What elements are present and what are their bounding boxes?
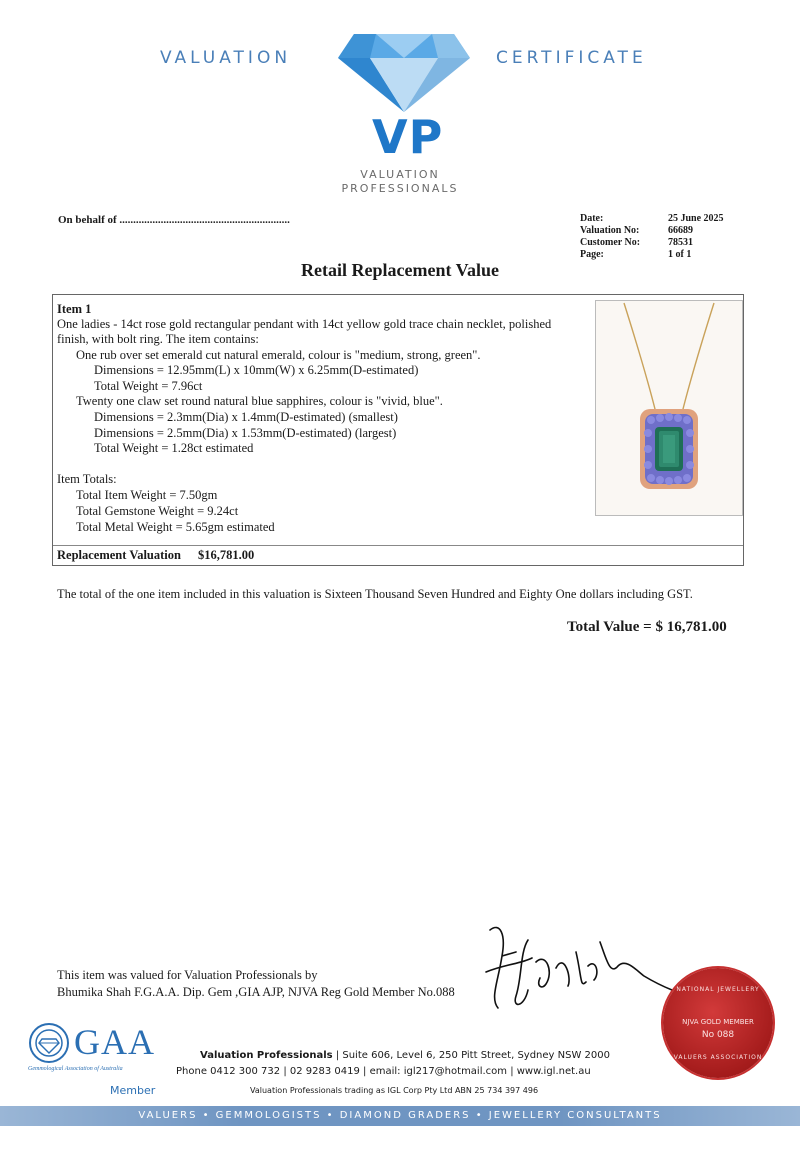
logo-line1: VALUATION bbox=[360, 168, 440, 181]
total-metal-weight: Total Metal Weight = 5.65gm estimated bbox=[76, 520, 275, 534]
total-gemstone-weight: Total Gemstone Weight = 9.24ct bbox=[76, 504, 239, 518]
meta-value: 66689 bbox=[668, 225, 693, 236]
meta-label: Date: bbox=[580, 213, 604, 224]
total-value: Total Value = $ 16,781.00 bbox=[567, 619, 727, 635]
total-item-weight: Total Item Weight = 7.50gm bbox=[76, 488, 218, 502]
stone1-description: One rub over set emerald cut natural emerald, colour is "medium, strong, green". bbox=[76, 348, 481, 362]
diamond-logo-icon bbox=[336, 32, 472, 114]
gaa-globe-icon bbox=[28, 1022, 70, 1064]
stone1-weight: Total Weight = 7.96ct bbox=[94, 379, 203, 393]
item-desc-line2: finish, with bolt ring. The item contains: bbox=[57, 332, 259, 346]
seal-top-text: NATIONAL JEWELLERY bbox=[676, 986, 760, 993]
pendant-image-icon bbox=[596, 301, 742, 515]
stone2-dimensions-smallest: Dimensions = 2.3mm(Dia) x 1.4mm(D-estimated) (smallest) bbox=[94, 410, 398, 424]
signature-icon bbox=[476, 912, 676, 1018]
seal-number: No 088 bbox=[701, 1030, 735, 1040]
seal-bottom-text: VALUERS ASSOCIATION bbox=[673, 1054, 763, 1061]
company-address-rest: | Suite 606, Level 6, 250 Pitt Street, Sydney NSW 2000 bbox=[332, 1050, 610, 1061]
meta-value: 25 June 2025 bbox=[668, 213, 724, 224]
stone2-dimensions-largest: Dimensions = 2.5mm(Dia) x 1.53mm(D-estimated) (largest) bbox=[94, 426, 397, 440]
summary-text: The total of the one item included in this valuation is Sixteen Thousand Seven Hundred and Eighty One dollars including GST. bbox=[57, 587, 693, 601]
pendant-photo bbox=[595, 300, 743, 516]
meta-value: 78531 bbox=[668, 237, 693, 248]
meta-label: Valuation No: bbox=[580, 225, 640, 236]
on-behalf-of: On behalf of .............................................................. bbox=[58, 214, 290, 226]
valuer-line2: Bhumika Shah F.G.A.A. Dip. Gem ,GIA AJP, NJVA Reg Gold Member No.088 bbox=[57, 985, 455, 999]
meta-label: Customer No: bbox=[580, 237, 641, 248]
gaa-member: Member bbox=[110, 1084, 156, 1097]
stone1-dimensions: Dimensions = 12.95mm(L) x 10mm(W) x 6.25mm(D-estimated) bbox=[94, 363, 419, 377]
stone2-weight: Total Weight = 1.28ct estimated bbox=[94, 441, 254, 455]
valuer-line1: This item was valued for Valuation Professionals by bbox=[57, 968, 318, 982]
logo-line2: PROFESSIONALS bbox=[341, 182, 459, 195]
company-abn: Valuation Professionals trading as IGL Corp Pty Ltd ABN 25 734 397 496 bbox=[250, 1086, 539, 1095]
item-totals-heading: Item Totals: bbox=[57, 472, 117, 486]
company-name: Valuation Professionals bbox=[200, 1050, 333, 1061]
meta-label: Page: bbox=[580, 249, 604, 260]
company-address bbox=[200, 1050, 610, 1061]
page-title: Retail Replacement Value bbox=[301, 260, 499, 280]
footer-band bbox=[0, 1106, 800, 1126]
item-desc-line1: One ladies - 14ct rose gold rectangular pendant with 14ct yellow gold trace chain necklet, polished bbox=[57, 317, 552, 331]
item-heading: Item 1 bbox=[57, 302, 92, 316]
header-left-word: VALUATION bbox=[160, 48, 292, 68]
meta-value: 1 of 1 bbox=[668, 249, 692, 260]
logo-letters: VP bbox=[372, 110, 444, 164]
gaa-subtitle: Gemmological Association of Australia bbox=[28, 1066, 123, 1072]
replacement-value: $16,781.00 bbox=[198, 548, 255, 562]
gaa-name: GAA bbox=[74, 1022, 155, 1062]
seal-mid-text: NJVA GOLD MEMBER bbox=[682, 1018, 754, 1026]
header-right-word: CERTIFICATE bbox=[496, 48, 647, 68]
company-contact: Phone 0412 300 732 | 02 9283 0419 | email: igl217@hotmail.com | www.igl.net.au bbox=[176, 1066, 591, 1077]
footer-band-text: VALUERS • GEMMOLOGISTS • DIAMOND GRADERS • JEWELLERY CONSULTANTS bbox=[138, 1110, 662, 1121]
replacement-label: Replacement Valuation bbox=[57, 548, 181, 562]
item-box-divider bbox=[53, 545, 743, 546]
stone2-description: Twenty one claw set round natural blue sapphires, colour is "vivid, blue". bbox=[76, 394, 443, 408]
